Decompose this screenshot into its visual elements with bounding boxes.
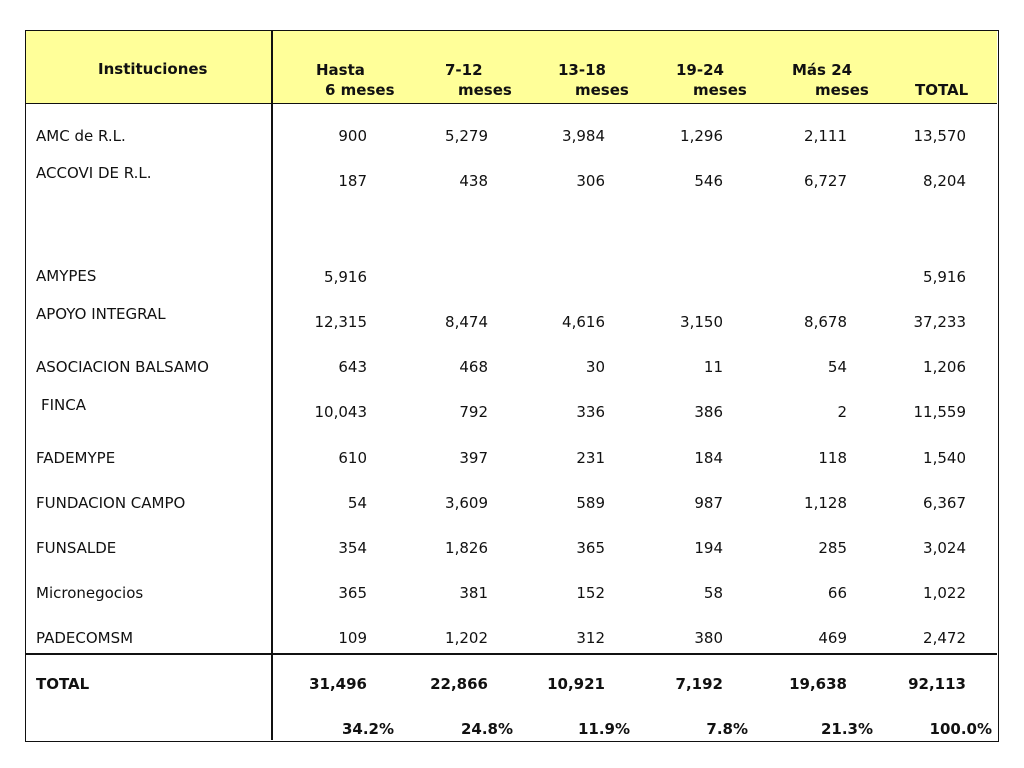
table-cell: 11,559 xyxy=(913,403,966,421)
column-divider xyxy=(271,31,273,740)
table-cell: 8,678 xyxy=(804,313,847,331)
table-cell: 3,609 xyxy=(445,494,488,512)
data-table xyxy=(25,30,999,742)
table-cell: 30 xyxy=(585,358,605,376)
header-col2-line1: 7-12 xyxy=(445,61,483,79)
table-cell: 8,474 xyxy=(445,313,488,331)
table-cell: 1,202 xyxy=(445,629,488,647)
table-cell: 380 xyxy=(694,629,723,647)
table-cell: 37,233 xyxy=(913,313,966,331)
header-col1-line1: Hasta xyxy=(316,61,365,79)
row-label: FUNDACION CAMPO xyxy=(36,494,186,512)
table-cell: 2,472 xyxy=(923,629,966,647)
table-cell: 6,727 xyxy=(804,172,847,190)
table-cell: 54 xyxy=(347,494,367,512)
table-cell: 386 xyxy=(694,403,723,421)
table-cell: 2 xyxy=(837,403,847,421)
table-cell: 184 xyxy=(694,449,723,467)
table-cell: 3,024 xyxy=(923,539,966,557)
total-label: TOTAL xyxy=(36,675,90,693)
table-cell: 589 xyxy=(576,494,605,512)
table-cell: 354 xyxy=(338,539,367,557)
row-label: PADECOMSM xyxy=(36,629,134,647)
table-cell: 231 xyxy=(576,449,605,467)
table-cell: 900 xyxy=(338,127,367,145)
table-cell: 118 xyxy=(818,449,847,467)
table-cell: 92,113 xyxy=(908,675,966,693)
table-cell: 187 xyxy=(338,172,367,190)
header-total: TOTAL xyxy=(915,81,969,99)
table-cell: 7,192 xyxy=(675,675,723,693)
table-cell: 365 xyxy=(576,539,605,557)
table-cell: 1,128 xyxy=(804,494,847,512)
table-cell: 6,367 xyxy=(923,494,966,512)
table-cell: 54 xyxy=(827,358,847,376)
table-cell: 792 xyxy=(459,403,488,421)
table-cell: 336 xyxy=(576,403,605,421)
table-cell: 312 xyxy=(576,629,605,647)
header-col4-line2: meses xyxy=(693,81,747,99)
table-cell: 58 xyxy=(703,584,723,602)
table-cell: 7.8% xyxy=(706,720,748,738)
table-cell: 610 xyxy=(338,449,367,467)
table-cell: 1,296 xyxy=(680,127,723,145)
row-label: AMC de R.L. xyxy=(36,127,126,145)
header-col3-line1: 13-18 xyxy=(558,61,606,79)
table-cell: 381 xyxy=(459,584,488,602)
row-label: ASOCIACION BALSAMO xyxy=(36,358,209,376)
table-cell: 1,826 xyxy=(445,539,488,557)
row-label: APOYO INTEGRAL xyxy=(36,305,166,323)
header-col5-line1: Más 24 xyxy=(792,61,853,79)
table-cell: 194 xyxy=(694,539,723,557)
header-col2-line2: meses xyxy=(458,81,512,99)
table-cell: 1,540 xyxy=(923,449,966,467)
row-label: FADEMYPE xyxy=(36,449,116,467)
table-cell: 546 xyxy=(694,172,723,190)
table-cell: 22,866 xyxy=(430,675,488,693)
table-cell: 468 xyxy=(459,358,488,376)
table-cell: 19,638 xyxy=(789,675,847,693)
table-cell: 21.3% xyxy=(820,720,873,738)
table-cell: 3,984 xyxy=(562,127,605,145)
row-label: FINCA xyxy=(41,396,87,414)
table-cell: 5,279 xyxy=(445,127,488,145)
table-cell: 365 xyxy=(338,584,367,602)
table-cell: 3,150 xyxy=(680,313,723,331)
table-cell: 469 xyxy=(818,629,847,647)
table-cell: 152 xyxy=(576,584,605,602)
total-divider xyxy=(26,653,997,655)
table-cell: 10,043 xyxy=(314,403,367,421)
table-cell: 2,111 xyxy=(804,127,847,145)
table-cell: 987 xyxy=(694,494,723,512)
header-col3-line2: meses xyxy=(575,81,629,99)
table-cell: 66 xyxy=(827,584,847,602)
table-cell: 11.9% xyxy=(577,720,630,738)
header-col1-line2: 6 meses xyxy=(325,81,395,99)
header-col5-line2: meses xyxy=(815,81,869,99)
table-cell: 10,921 xyxy=(547,675,605,693)
table-cell: 5,916 xyxy=(324,268,367,286)
table-cell: 12,315 xyxy=(314,313,367,331)
table-cell: 1,022 xyxy=(923,584,966,602)
table-cell: 285 xyxy=(818,539,847,557)
table-cell: 13,570 xyxy=(913,127,966,145)
table-cell: 24.8% xyxy=(460,720,513,738)
row-label: AMYPES xyxy=(36,267,97,285)
table-cell: 438 xyxy=(459,172,488,190)
table-cell: 8,204 xyxy=(923,172,966,190)
table-cell: 397 xyxy=(459,449,488,467)
table-cell: 34.2% xyxy=(341,720,394,738)
header-institutions: Instituciones xyxy=(98,60,208,78)
row-label: ACCOVI DE R.L. xyxy=(36,164,152,182)
table-cell: 306 xyxy=(576,172,605,190)
table-cell: 31,496 xyxy=(309,675,367,693)
table-cell: 4,616 xyxy=(562,313,605,331)
row-label: Micronegocios xyxy=(36,584,144,602)
table-cell: 100.0% xyxy=(929,720,992,738)
table-cell: 5,916 xyxy=(923,268,966,286)
table-cell: 109 xyxy=(338,629,367,647)
table-cell: 1,206 xyxy=(923,358,966,376)
table-cell: 11 xyxy=(703,358,723,376)
row-label: FUNSALDE xyxy=(36,539,117,557)
header-col4-line1: 19-24 xyxy=(676,61,724,79)
table-cell: 643 xyxy=(338,358,367,376)
